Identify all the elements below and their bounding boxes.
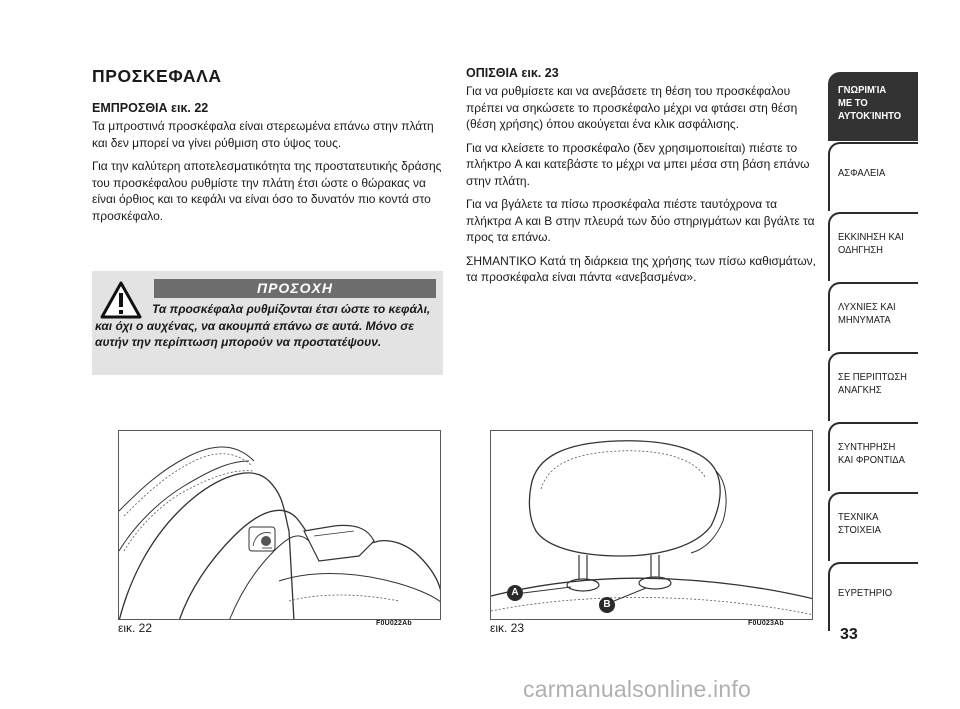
tab-lights-messages[interactable] [828,282,918,351]
figure-23-illustration [490,430,813,620]
watermark: carmanualsonline.info [523,676,751,702]
figure-22-illustration [118,430,441,620]
tab-label: ΛΥΧΝΙΕΣ ΚΑΙ ΜΗΝΥΜΑΤΑ [838,300,896,326]
page-heading: ΠΡΟΣΚΕΦΑΛΑ [92,66,222,86]
warning-title: ΠΡΟΣΟΧΗ [154,279,436,298]
front-headrests-paragraph: Τα μπροστινά προσκέφαλα είναι στερεωμένα επάνω στην πλάτη και δεν μπορεί να γίνει ρύθμιση στο ύψος τους. [92,119,434,150]
tab-maintenance[interactable] [828,422,918,491]
tab-safety[interactable] [828,142,918,211]
tab-index[interactable] [828,562,918,631]
front-headrests-subheading: ΕΜΠΡΟΣΘΙΑ εικ. 22 [92,101,209,115]
chapter-sidebar [828,72,918,632]
figure-23-caption: εικ. 23 [490,621,525,635]
rear-headrests-paragraph: Για να βγάλετε τα πίσω προσκέφαλα πιέστε ταυτόχρονα τα πλήκτρα A και B στην πλευρά των δύο στηριγμάτων και βγάλτε τα προς τα επάνω. [466,197,815,244]
page-number: 33 [840,626,858,643]
tab-label: ΕΥΡΕΤΗΡΙΟ [838,587,893,599]
figure-23-code: F0U023Ab [748,620,784,627]
front-headrests-paragraph: Για την καλύτερη αποτελεσματικότητα της προστατευτικής δράσης του προσκέφαλου ρυθμίστε την πλάτη έτσι ώστε ο θώρακας να είναι όρθιος και το κεφάλι να είναι όσο το δυνατόν πιο κοντά στο προσκέφαλο. [92,159,442,223]
warning-box [92,271,443,375]
left-column [92,66,444,231]
tab-label: ΕΚΚΙΝΗΣΗ ΚΑΙ ΟΔΗΓΗΣΗ [838,230,904,256]
tab-label: ΣΥΝΤΗΡΗΣΗ ΚΑΙ ΦΡΟΝΤΙΔΑ [838,440,905,466]
tab-getting-to-know[interactable] [828,72,918,141]
tab-label: ΣΕ ΠΕΡΙΠΤΩΣΗ ΑΝΑΓΚΗΣ [838,370,907,396]
tab-label: ΓΝΩΡΙΜΊΑ ΜΕ ΤΟ ΑΥΤΟΚΊΝΗΤΟ [838,84,902,122]
rear-headrests-paragraph: ΣΗΜΑΝΤΙΚΟ Κατά τη διάρκεια της χρήσης των πίσω καθισμάτων, τα προσκέφαλα είναι πάντα «ανεβασμένα». [466,253,817,284]
figure-22-code: F0U022Ab [376,620,412,627]
tab-starting-driving[interactable] [828,212,918,281]
marker-b: B [599,597,615,613]
rear-headrest-drawing [491,431,813,620]
tab-label: ΤΕΧΝΙΚΑ ΣΤΟΙΧΕΙΑ [838,510,881,536]
rear-headrests-paragraph: Για να κλείσετε το προσκέφαλο (δεν χρησιμοποιείται) πιέστε το πλήκτρο A και κατεβάστε το μέχρι να μπει μέσα στη βάση επάνω στην πλάτη. [466,140,810,188]
rear-headrests-paragraph: Για να ρυθμίσετε και να ανεβάσετε τη θέση του προσκέφαλου πρέπει να σηκώσετε το προσκέφαλο μέχρι να φτάσει στη θέση (θέση χρήσης) όπου ακούγεται ένα κλικ ασφάλισης. [466,84,798,131]
rear-headrests-subheading: ΟΠΙΣΘΙΑ εικ. 23 [466,66,559,80]
tab-emergency[interactable] [828,352,918,421]
warning-text: Τα προσκέφαλα ρυθμίζονται έτσι ώστε το κεφάλι, και όχι ο αυχένας, να ακουμπά επάνω σε αυτά. Μόνο σε αυτήν την περίπτωση μπορούν να προστατέψουν. [95,302,431,349]
figure-22-caption: εικ. 22 [118,621,153,635]
right-column [466,66,818,293]
tab-technical-data[interactable] [828,492,918,561]
tab-label: ΑΣΦΑΛΕΙΑ [838,167,886,179]
front-seat-drawing [119,431,441,620]
marker-a: A [507,585,523,601]
